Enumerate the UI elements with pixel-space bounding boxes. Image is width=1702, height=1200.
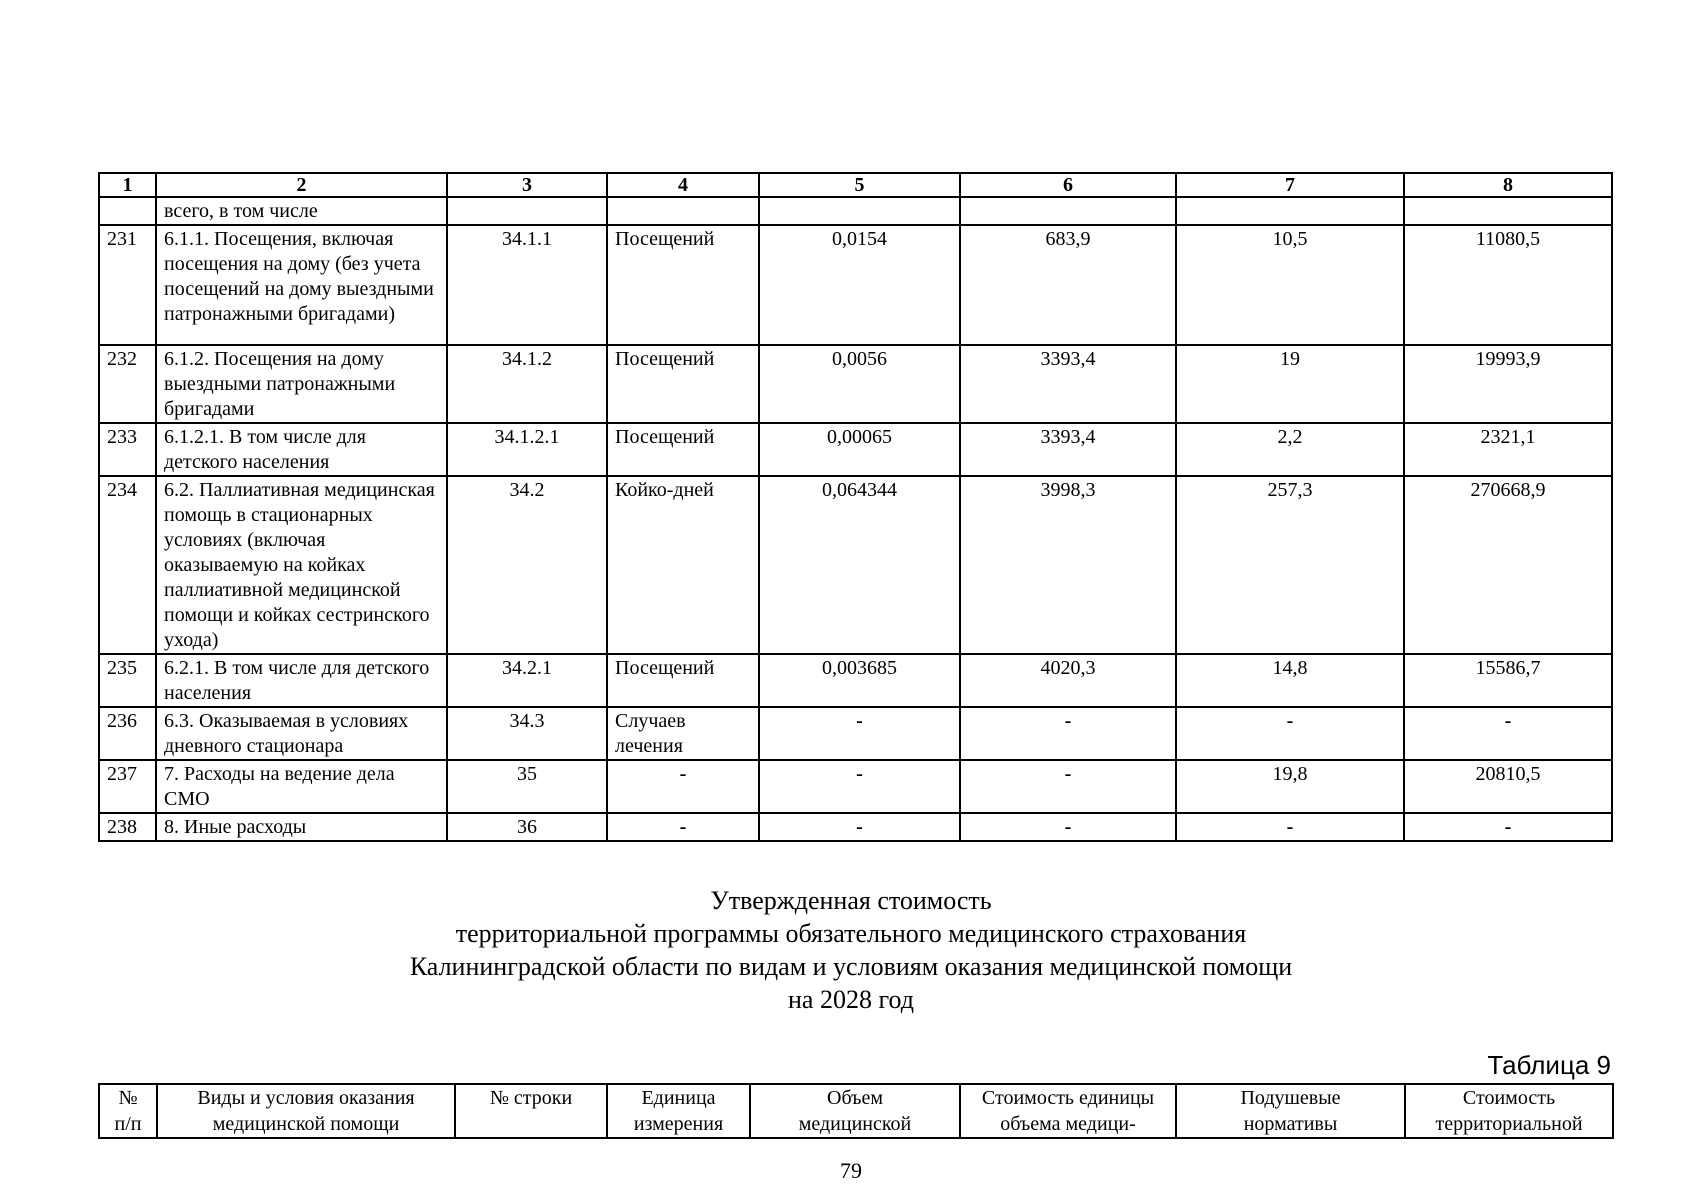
care-type-cell: 6.2.1. В том числе для детского населения (156, 654, 447, 707)
unit-cell: Посещений (607, 654, 759, 707)
header-cell: Виды и условия оказания медицинской помощи (157, 1084, 455, 1138)
column-number: 6 (960, 173, 1176, 197)
table-row (99, 476, 1612, 654)
total-cost-cell: 20810,5 (1404, 760, 1612, 813)
table-row (99, 654, 1612, 707)
line-number-cell (447, 197, 607, 225)
column-number: 4 (607, 173, 759, 197)
total-cost-cell: 2321,1 (1404, 423, 1612, 476)
unit-cost-cell: - (960, 707, 1176, 760)
unit-cell: Койко-дней (607, 476, 759, 654)
column-number: 3 (447, 173, 607, 197)
per-capita-cell: - (1176, 707, 1404, 760)
unit-cell: Случаев лечения (607, 707, 759, 760)
header-cell: Стоимость единицы объема медици- (960, 1084, 1176, 1138)
unit-cell (607, 197, 759, 225)
line-number-cell: 34.1.2.1 (447, 423, 607, 476)
line-number-cell: 34.1.1 (447, 225, 607, 345)
header-cell: № строки (455, 1084, 607, 1138)
line-number-cell: 34.2.1 (447, 654, 607, 707)
care-type-cell: всего, в том числе (156, 197, 447, 225)
volume-cell: - (759, 760, 960, 813)
per-capita-cell: 10,5 (1176, 225, 1404, 345)
row-number-cell: 231 (99, 225, 156, 345)
per-capita-cell: 257,3 (1176, 476, 1404, 654)
header-cell: Единица измерения (607, 1084, 750, 1138)
section-title (0, 884, 1702, 1016)
unit-cell: - (607, 813, 759, 841)
unit-cost-cell: 3998,3 (960, 476, 1176, 654)
column-number-row (99, 173, 1612, 197)
total-cost-cell: 11080,5 (1404, 225, 1612, 345)
table-label: Таблица 9 (1487, 1050, 1611, 1080)
column-number: 5 (759, 173, 960, 197)
volume-cell: - (759, 707, 960, 760)
volume-cell: 0,003685 (759, 654, 960, 707)
total-cost-cell (1404, 197, 1612, 225)
line-number-cell: 36 (447, 813, 607, 841)
unit-cell: Посещений (607, 423, 759, 476)
care-type-cell: 8. Иные расходы (156, 813, 447, 841)
unit-cost-cell: - (960, 760, 1176, 813)
title-line: на 2028 год (788, 985, 914, 1014)
row-number-cell: 233 (99, 423, 156, 476)
title-line: Утвержденная стоимость (710, 886, 992, 915)
volume-cell: 0,064344 (759, 476, 960, 654)
table-row (99, 197, 1612, 225)
per-capita-cell: 19 (1176, 345, 1404, 423)
volume-cell: 0,0154 (759, 225, 960, 345)
header-cell: Стоимость территориальной (1405, 1084, 1613, 1138)
table-row (99, 707, 1612, 760)
title-line: территориальной программы обязательного медицинского страхования (455, 919, 1247, 948)
row-number-cell: 232 (99, 345, 156, 423)
unit-cell: - (607, 760, 759, 813)
volume-cell: 0,0056 (759, 345, 960, 423)
row-number-cell: 238 (99, 813, 156, 841)
total-cost-cell: 270668,9 (1404, 476, 1612, 654)
cost-table-continuation (98, 172, 1613, 842)
column-number: 1 (99, 173, 156, 197)
per-capita-cell: 19,8 (1176, 760, 1404, 813)
per-capita-cell: 2,2 (1176, 423, 1404, 476)
total-cost-cell: 15586,7 (1404, 654, 1612, 707)
table-row (99, 345, 1612, 423)
unit-cell: Посещений (607, 345, 759, 423)
row-number-cell: 235 (99, 654, 156, 707)
care-type-cell: 6.3. Оказываемая в условиях дневного стационара (156, 707, 447, 760)
table-row (99, 760, 1612, 813)
line-number-cell: 34.1.2 (447, 345, 607, 423)
column-number: 8 (1404, 173, 1612, 197)
column-number: 2 (156, 173, 447, 197)
header-cell: Объем медицинской (750, 1084, 960, 1138)
per-capita-cell: 14,8 (1176, 654, 1404, 707)
row-number-cell: 234 (99, 476, 156, 654)
row-number-cell: 236 (99, 707, 156, 760)
total-cost-cell: - (1404, 707, 1612, 760)
unit-cost-cell: 683,9 (960, 225, 1176, 345)
table-row (99, 225, 1612, 345)
total-cost-cell: - (1404, 813, 1612, 841)
volume-cell: - (759, 813, 960, 841)
unit-cost-cell: 3393,4 (960, 423, 1176, 476)
care-type-cell: 6.1.2.1. В том числе для детского населения (156, 423, 447, 476)
unit-cost-cell: 3393,4 (960, 345, 1176, 423)
line-number-cell: 34.2 (447, 476, 607, 654)
per-capita-cell: - (1176, 813, 1404, 841)
care-type-cell: 6.2. Паллиативная медицинская помощь в стационарных условиях (включая оказываемую на койках паллиативной медицинской помощи и койках сестринского ухода) (156, 476, 447, 654)
header-cell: № п/п (99, 1084, 157, 1138)
table-row (99, 423, 1612, 476)
volume-cell (759, 197, 960, 225)
page-number: 79 (840, 1158, 862, 1183)
header-cell: Подушевые нормативы (1176, 1084, 1405, 1138)
total-cost-cell: 19993,9 (1404, 345, 1612, 423)
volume-cell: 0,00065 (759, 423, 960, 476)
unit-cost-cell: - (960, 813, 1176, 841)
unit-cell: Посещений (607, 225, 759, 345)
unit-cost-cell: 4020,3 (960, 654, 1176, 707)
unit-cost-cell (960, 197, 1176, 225)
per-capita-cell (1176, 197, 1404, 225)
line-number-cell: 35 (447, 760, 607, 813)
table-row (99, 813, 1612, 841)
row-number-cell: 237 (99, 760, 156, 813)
header-row (99, 1084, 1613, 1138)
care-type-cell: 6.1.2. Посещения на дому выездными патронажными бригадами (156, 345, 447, 423)
care-type-cell: 6.1.1. Посещения, включая посещения на дому (без учета посещений на дому выездными патронажными бригадами) (156, 225, 447, 345)
title-line: Калининградской области по видам и условиям оказания медицинской помощи (409, 952, 1293, 981)
line-number-cell: 34.3 (447, 707, 607, 760)
care-type-cell: 7. Расходы на ведение дела СМО (156, 760, 447, 813)
cost-table-header (98, 1083, 1614, 1139)
column-number: 7 (1176, 173, 1404, 197)
row-number-cell (99, 197, 156, 225)
